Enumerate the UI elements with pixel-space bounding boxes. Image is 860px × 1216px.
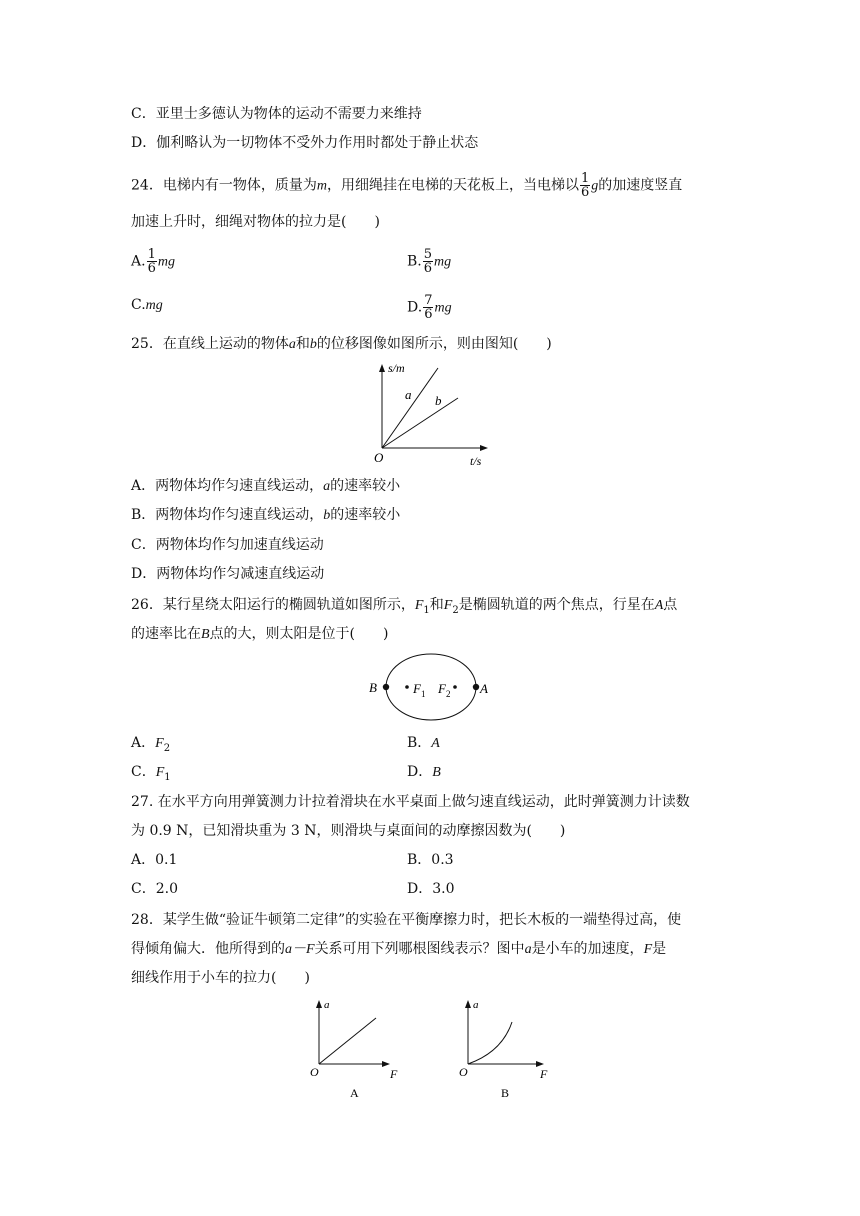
- q24-fraction: $\frac{1}{6}$: [580, 171, 590, 200]
- line-a-label: a: [405, 387, 412, 402]
- q24-option-a: A. $\frac{1}{6}$ mg: [131, 247, 175, 276]
- x-axis-label: t/s: [470, 454, 482, 468]
- label-b: B: [369, 680, 377, 695]
- x-label: F: [390, 1067, 398, 1081]
- point-b: [383, 684, 389, 690]
- q27-option-b: B．0.3: [407, 852, 454, 868]
- q27-option-d: D．3.0: [407, 881, 455, 897]
- q26-ellipse-orbit: [366, 652, 496, 726]
- graph-a-line: [319, 1018, 376, 1064]
- q25-position-time-graph: [372, 362, 496, 470]
- y-label: a: [324, 999, 330, 1011]
- y-axis-arrow: [465, 1000, 471, 1008]
- y-axis-label: s/m: [388, 361, 405, 375]
- label-f1: F: [413, 681, 421, 696]
- y-label: a: [473, 999, 479, 1011]
- focus-f1: [405, 685, 409, 689]
- q25-option-a: A．两物体均作匀速直线运动，a的速率较小: [131, 478, 401, 494]
- focus-f2: [453, 685, 457, 689]
- q24-stem-line1: 24．电梯内有一物体，质量为m，用细绳挂在电梯的天花板上，当电梯以 $\frac{1}{6}$ g的加速度竖直: [131, 171, 683, 200]
- q27-option-c: C．2.0: [131, 881, 178, 897]
- orbit-ellipse: [386, 654, 476, 720]
- q28-stem-line3: 细线作用于小车的拉力( ): [131, 970, 310, 986]
- origin-label: O: [459, 1065, 468, 1079]
- q23-option-d: D．伽利略认为一切物体不受外力作用时都处于静止状态: [131, 135, 479, 151]
- origin-label: O: [374, 450, 384, 465]
- graph-b-curve: [468, 1022, 512, 1064]
- y-axis-arrow: [316, 1000, 322, 1008]
- origin-label: O: [310, 1065, 319, 1079]
- q27-stem-line1: 27. 在水平方向用弹簧测力计拉着滑块在水平桌面上做匀速直线运动，此时弹簧测力计读数: [131, 794, 690, 810]
- x-axis-arrow: [382, 1061, 390, 1067]
- q24-stem-line2: 加速上升时，细绳对物体的拉力是( ): [131, 214, 380, 230]
- line-b-label: b: [435, 393, 442, 408]
- q28-graph-b: [458, 996, 558, 1102]
- q27-option-a: A．0.1: [131, 852, 178, 868]
- q24-option-b: B. $\frac{5}{6}$ mg: [407, 247, 452, 276]
- y-axis-arrow: [379, 364, 385, 372]
- label-f2-sub: 2: [446, 689, 451, 699]
- q26-stem-line1: 26．某行星绕太阳运行的椭圆轨道如图所示，$F_1$和$F_2$是椭圆轨道的两个焦点，行星在A点: [131, 597, 678, 616]
- label-f2: F: [438, 681, 446, 696]
- q27-stem-line2: 为 0.9 N，已知滑块重为 3 N，则滑块与桌面间的动摩擦因数为( ): [131, 823, 566, 839]
- label-a: A: [480, 681, 488, 696]
- caption: B: [501, 1086, 510, 1100]
- q28-stem-line2: 得倾角偏大．他所得到的a－F关系可用下列哪根图线表示？图中a是小车的加速度，F是: [131, 941, 667, 957]
- q28-stem-line1: 28．某学生做“验证牛顿第二定律”的实验在平衡摩擦力时，把长木板的一端垫得过高，使: [131, 912, 682, 928]
- q26-stem-line2: 的速率比在B点的大，则太阳是位于( ): [131, 626, 389, 642]
- q26-option-b: B．A: [407, 735, 440, 751]
- line-b: [382, 398, 458, 448]
- x-axis-arrow: [480, 445, 488, 451]
- label-f1-sub: 1: [421, 689, 426, 699]
- q24-option-c: C.mg: [131, 297, 163, 313]
- q25-option-c: C．两物体均作匀加速直线运动: [131, 537, 324, 553]
- q28-graph-a: [306, 996, 406, 1102]
- point-a: [473, 684, 479, 690]
- q25-option-b: B．两物体均作匀速直线运动，b的速率较小: [131, 507, 401, 523]
- q23-option-c: C．亚里士多德认为物体的运动不需要力来维持: [131, 106, 422, 122]
- q25-option-d: D．两物体均作匀减速直线运动: [131, 566, 325, 582]
- q24-option-d: D. $\frac{7}{6}$ mg: [407, 293, 452, 322]
- q26-option-c: C．$F_1$: [131, 764, 171, 783]
- q26-option-d: D．B: [407, 764, 441, 780]
- q25-stem: 25．在直线上运动的物体a和b的位移图像如图所示，则由图知( ): [131, 336, 552, 352]
- x-label: F: [540, 1067, 548, 1081]
- q26-option-a: A．$F_2$: [131, 735, 171, 754]
- caption: A: [350, 1086, 359, 1100]
- line-a: [382, 368, 438, 448]
